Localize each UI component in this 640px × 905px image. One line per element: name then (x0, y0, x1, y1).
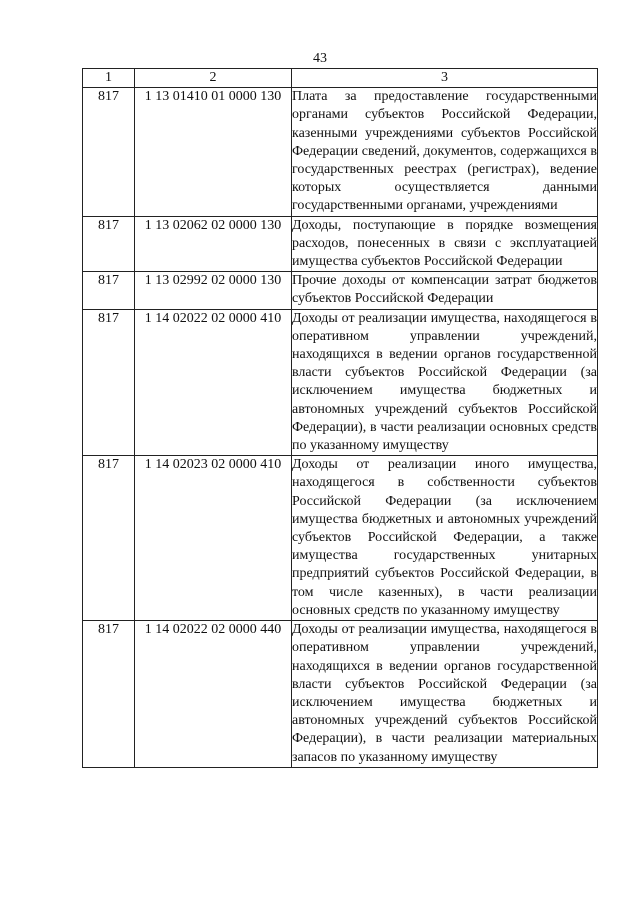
kbk-code-cell: 1 14 02022 02 0000 440 (135, 621, 292, 768)
column-header-3: 3 (292, 69, 598, 88)
admin-code-cell: 817 (83, 309, 135, 456)
description-cell: Плата за предоставление государственными органами субъектов Российской Федерации, казенными учреждениями субъектов Российской Федерации сведений, документов, содержащихся в государственных реестрах (регистрах), ведение которых осуществляется данными государственными органами, учреждениями (292, 88, 598, 216)
description-cell: Доходы от реализации имущества, находящегося в оперативном управлении учреждений, находящихся в ведении органов государственной власти субъектов Российской Федерации (за исключением имущества бюджетных и автономных учреждений субъектов Российской Федерации), в части реализации основных средств по указанному имуществу (292, 309, 598, 456)
column-header-2: 2 (135, 69, 292, 88)
admin-code-cell: 817 (83, 216, 135, 272)
admin-code-cell: 817 (83, 272, 135, 309)
admin-code-cell: 817 (83, 88, 135, 216)
admin-code-cell: 817 (83, 456, 135, 621)
kbk-code-cell: 1 13 02992 02 0000 130 (135, 272, 292, 309)
page-number: 43 (313, 51, 327, 66)
description-cell: Доходы от реализации имущества, находящегося в оперативном управлении учреждений, находящихся в ведении органов государственной власти субъектов Российской Федерации (за исключением имущества бюджетных и автономных учреждений субъектов Российской Федерации), в части реализации материальных запасов по указанному имуществу (292, 621, 598, 768)
table-row (83, 88, 598, 216)
table-row (83, 309, 598, 456)
table-row (83, 456, 598, 621)
admin-code-cell: 817 (83, 621, 135, 768)
description-cell: Доходы от реализации иного имущества, находящегося в собственности субъектов Российской Федерации (за исключением имущества бюджетных и автономных учреждений субъектов Российской Федерации, а также имущества государственных унитарных предприятий субъектов Российской Федерации, в том числе казенных), в части реализации основных средств по указанному имуществу (292, 456, 598, 621)
income-codes-table (82, 68, 598, 768)
table-header-row (83, 69, 598, 88)
description-cell: Прочие доходы от компенсации затрат бюджетов субъектов Российской Федерации (292, 272, 598, 309)
kbk-code-cell: 1 13 02062 02 0000 130 (135, 216, 292, 272)
table-row (83, 216, 598, 272)
column-header-1: 1 (83, 69, 135, 88)
kbk-code-cell: 1 14 02022 02 0000 410 (135, 309, 292, 456)
description-cell: Доходы, поступающие в порядке возмещения расходов, понесенных в связи с эксплуатацией имущества субъектов Российской Федерации (292, 216, 598, 272)
kbk-code-cell: 1 14 02023 02 0000 410 (135, 456, 292, 621)
kbk-code-cell: 1 13 01410 01 0000 130 (135, 88, 292, 216)
table-row (83, 621, 598, 768)
table-row (83, 272, 598, 309)
